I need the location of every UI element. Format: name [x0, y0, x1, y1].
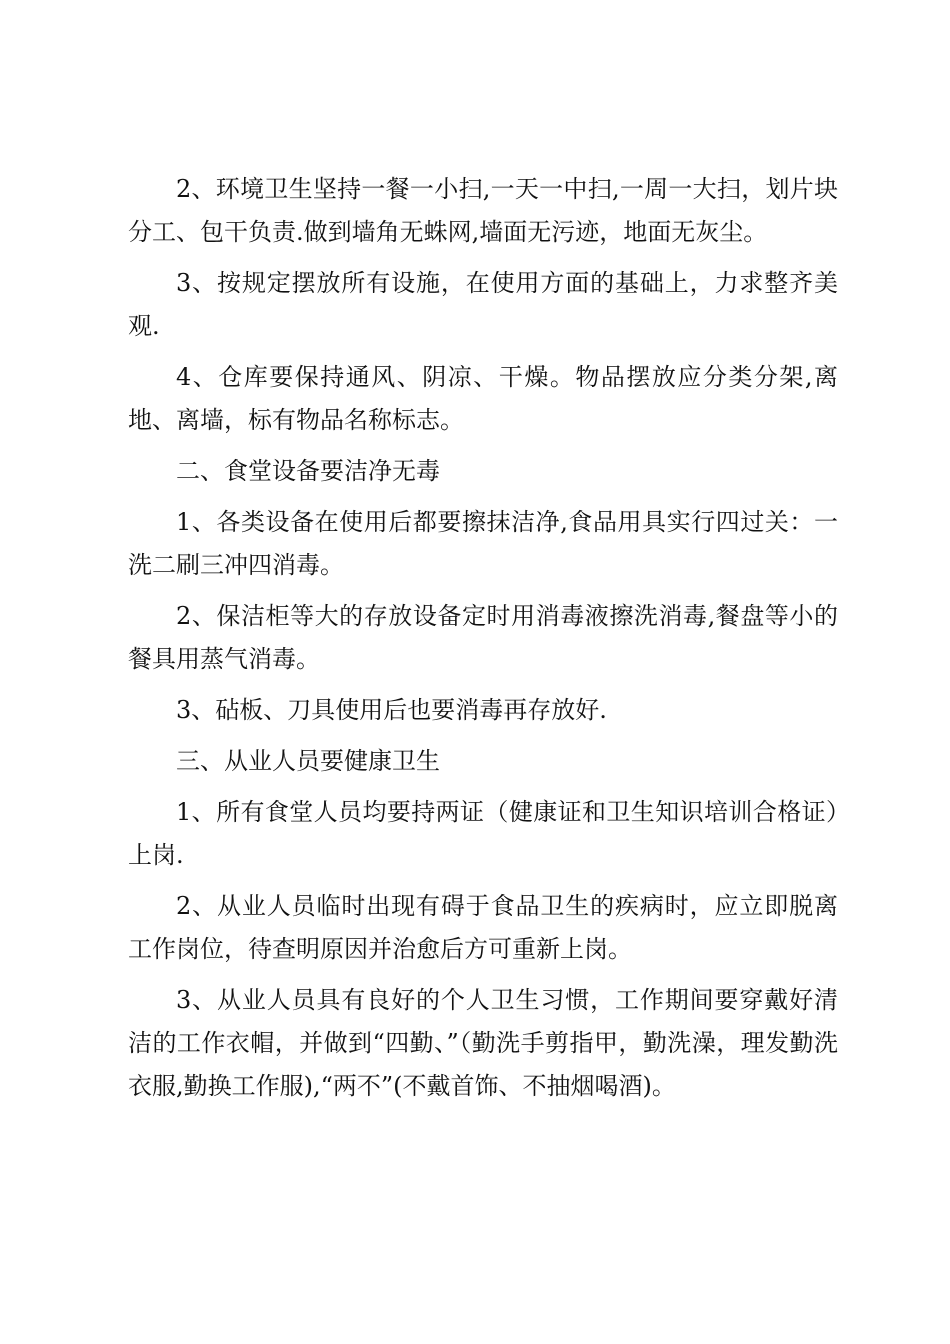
- paragraph-equipment-cleaning: 1、各类设备在使用后都要擦抹洁净,食品用具实行四过关：一洗二刷三冲四消毒。: [128, 508, 838, 579]
- section-heading-equipment: 二、食堂设备要洁净无毒: [176, 457, 440, 485]
- paragraph-warehouse: 4、仓库要保持通风、阴凉、干燥。物品摆放应分类分架,离地、离墙，标有物品名称标志。: [128, 363, 838, 434]
- paragraph-certificates: 1、所有食堂人员均要持两证（健康证和卫生知识培训合格证）上岗.: [128, 798, 838, 869]
- paragraph-environment-cleaning: 2、环境卫生坚持一餐一小扫,一天一中扫,一周一大扫，划片块分工、包干负责.做到墙角无蛛网,墙面无污迹，地面无灰尘。: [128, 175, 838, 246]
- paragraph-cabinet-disinfection: 2、保洁柜等大的存放设备定时用消毒液擦洗消毒,餐盘等小的餐具用蒸气消毒。: [128, 602, 838, 673]
- paragraph-cutting-board: 3、砧板、刀具使用后也要消毒再存放好.: [176, 696, 607, 724]
- paragraph-personal-hygiene: 3、从业人员具有良好的个人卫生习惯，工作期间要穿戴好清洁的工作衣帽，并做到“四勤、”（勤洗手剪指甲，勤洗澡，理发勤洗衣服,勤换工作服),“两不”(不戴首饰、不抽烟喝酒)。: [128, 986, 838, 1100]
- paragraph-facility-placement: 3、按规定摆放所有设施，在使用方面的基础上，力求整齐美观.: [128, 269, 838, 340]
- section-heading-staff: 三、从业人员要健康卫生: [176, 747, 440, 775]
- paragraph-illness: 2、从业人员临时出现有碍于食品卫生的疾病时，应立即脱离工作岗位，待查明原因并治愈后方可重新上岗。: [128, 892, 838, 963]
- document-body: [128, 168, 838, 1116]
